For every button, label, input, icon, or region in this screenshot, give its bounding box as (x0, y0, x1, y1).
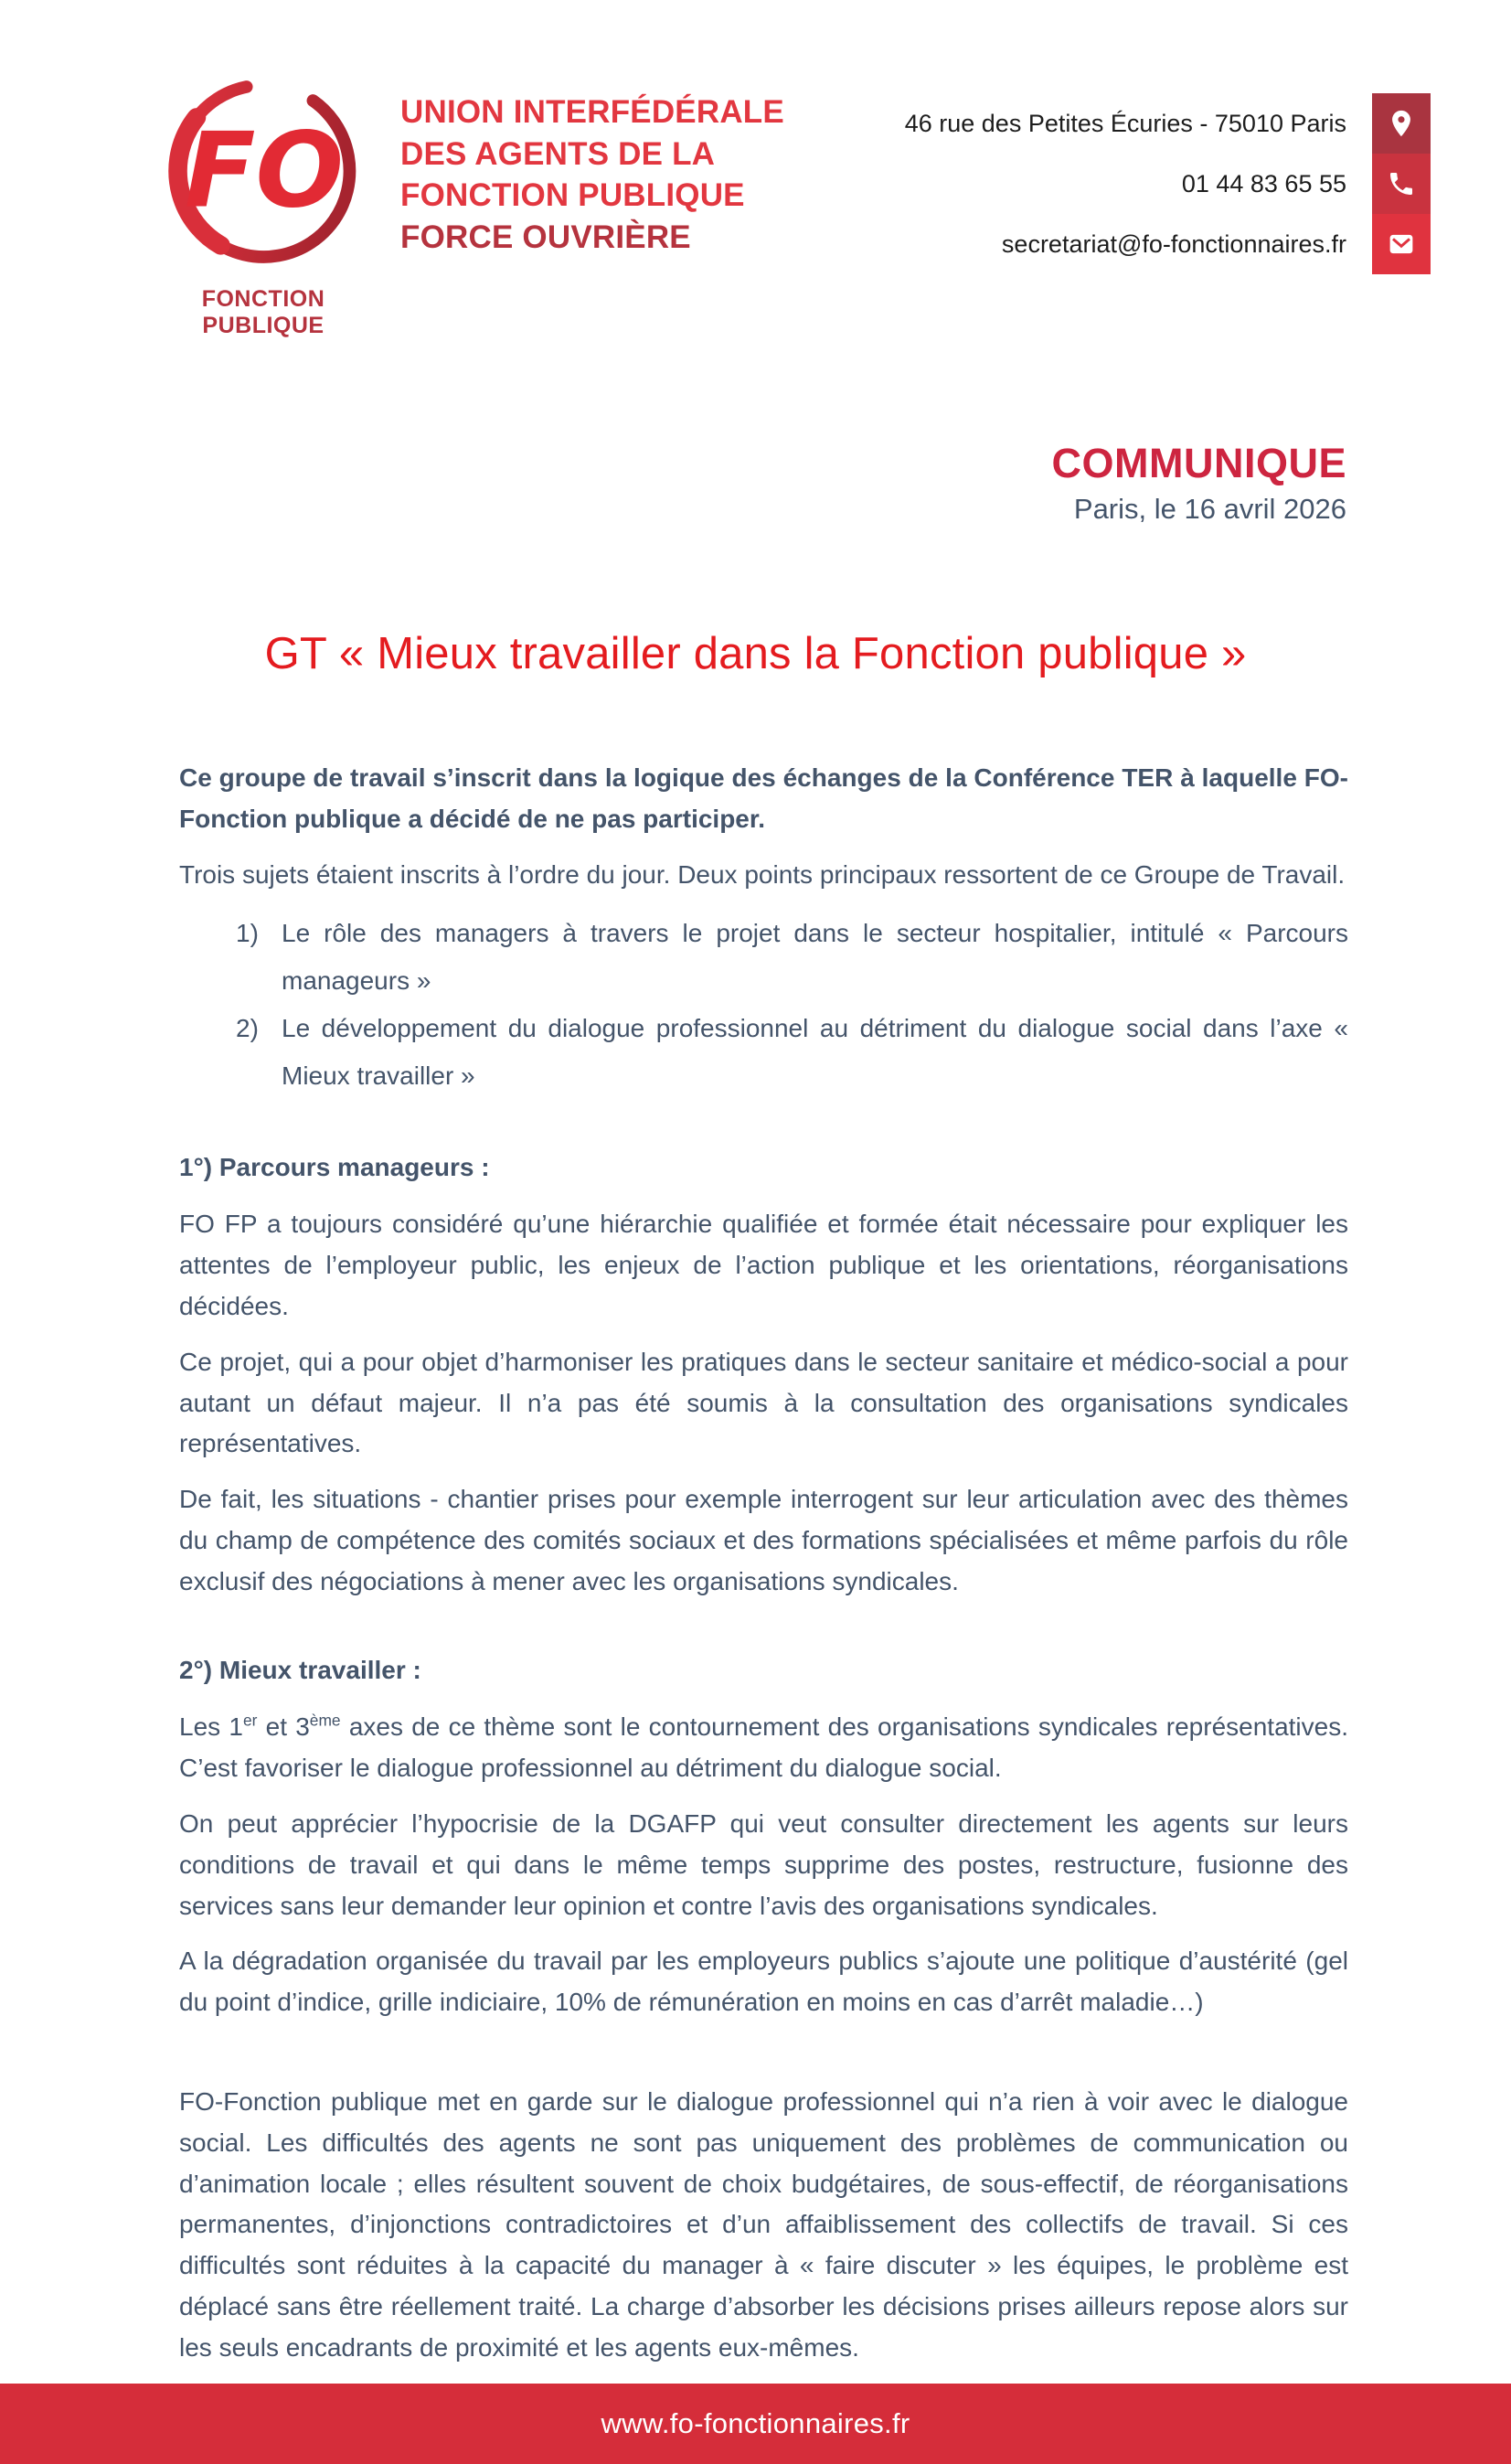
footer-url[interactable]: www.fo-fonctionnaires.fr (601, 2406, 910, 2439)
section2-heading: 2°) Mieux travailler : (179, 1655, 421, 1684)
phone-icon (1372, 154, 1431, 214)
section2-paragraph-3: A la dégradation organisée du travail par les employeurs publics s’ajoute une politique d’austérité (gel du point d’indice, grille indiciaire, 10% de rémunération en moins en cas d’arrêt maladie…) (179, 1947, 1348, 2017)
contact-icon-strip (1372, 93, 1431, 274)
section1-heading: 1°) Parcours manageurs : (179, 1152, 490, 1181)
contact-address: 46 rue des Petites Écuries - 75010 Paris (904, 109, 1346, 137)
list-item (236, 910, 1348, 1005)
superscript-eme: ème (309, 1712, 341, 1731)
numbered-list (179, 910, 1348, 1099)
contact-phone: 01 44 83 65 55 (1181, 169, 1346, 197)
envelope-icon (1372, 214, 1431, 274)
location-pin-icon (1372, 93, 1431, 154)
section2-paragraph-2: On peut apprécier l’hypocrisie de la DGAFP qui veut consulter directement les agents sur leurs conditions de travail et qui dans le même temps supprime des postes, restructure, fusionne des services sans leur demander leur opinion et contre l’avis des organisations syndicales. (179, 1808, 1348, 1920)
section2-paragraph-1 (179, 1707, 1348, 1789)
section1-paragraph-3: De fait, les situations - chantier prises pour exemple interrogent sur leur articulation avec des thèmes du champ de compétence des comités sociaux et des formations spécialisées et même parfois du rôle exclusif des négociations à mener avec les organisations syndicales. (179, 1485, 1348, 1595)
organization-name (400, 66, 784, 258)
fo-logo (154, 66, 373, 339)
footer-bar (0, 2384, 1511, 2464)
subjects-paragraph: Trois sujets étaient inscrits à l’ordre du jour. Deux points principaux ressortent de ce Groupe de Travail. (179, 859, 1346, 889)
logo-caption: FONCTION PUBLIQUE (201, 286, 325, 338)
list-item-number: 2) (236, 1013, 259, 1042)
contact-email[interactable]: secretariat@fo-fonctionnaires.fr (1001, 229, 1346, 258)
section1-paragraph-1: FO FP a toujours considéré qu’une hiérarchie qualifiée et formée était nécessaire pour expliquer les attentes de l’employeur public, les enjeux de l’action publique et les orientations, réorganisations décidées. (179, 1210, 1348, 1320)
contact-block (905, 66, 1431, 274)
document-meta (0, 339, 1511, 526)
page-header (0, 0, 1511, 339)
page-title: GT « Mieux travailler dans la Fonction publique » (264, 629, 1247, 678)
list-item-number: 1) (236, 919, 259, 948)
fo-logo-icon (156, 110, 371, 280)
org-line-3: FONCTION PUBLIQUE (400, 177, 745, 213)
section1-paragraph-2: Ce projet, qui a pour objet d’harmoniser les pratiques dans le secteur sanitaire et médico-social a pour autant un défaut majeur. Il n’a pas été soumis à la consultation des organisations syndicales représentatives. (179, 1347, 1348, 1458)
communique-label: COMMUNIQUE (1051, 440, 1346, 486)
superscript-er: er (242, 1712, 258, 1731)
dateline: Paris, le 16 avril 2026 (1073, 493, 1346, 525)
intro-paragraph: Ce groupe de travail s’inscrit dans la logique des échanges de la Conférence TER à laquelle FO-Fonction publique a décidé de ne pas participer. (179, 763, 1348, 833)
document-body (0, 679, 1511, 2384)
list-item-text: Le développement du dialogue professionnel au détriment du dialogue social dans l’axe « Mieux travailler » (282, 1013, 1348, 1090)
org-line-2: DES AGENTS DE LA (400, 135, 716, 172)
list-item-text: Le rôle des managers à travers le projet dans le secteur hospitalier, intitulé « Parcours manageurs » (282, 919, 1348, 996)
seg-b: et 3 (257, 1712, 310, 1742)
org-line-4: FORCE OUVRIÈRE (400, 219, 691, 255)
list-item (236, 1005, 1348, 1100)
org-line-1: UNION INTERFÉDÉRALE (400, 94, 784, 130)
closing-paragraph: FO-Fonction publique met en garde sur le dialogue professionnel qui n’a rien à voir avec le dialogue social. Les difficultés des agents ne sont pas uniquement des problèmes de communication ou d’animation locale ; elles résultent souvent de choix budgétaires, de sous-effectif, de réorganisations permanentes, d’injonctions contradictoires et d’un affaiblissement des collectifs de travail. Si ces difficultés sont réduites à la capacité du manager à « faire discuter » les équipes, le problème est déplacé sans être réellement traité. La charge d’absorber les décisions prises ailleurs repose alors sur les seuls encadrants de proximité et les agents eux-mêmes. (179, 2086, 1348, 2362)
svg-text:FO: FO (184, 110, 344, 231)
seg-c: axes de ce thème sont le contournement des organisations syndicales représentatives. C’est favoriser le dialogue professionnel au détriment du dialogue social. (179, 1712, 1348, 1783)
seg-a: Les 1 (179, 1712, 243, 1742)
